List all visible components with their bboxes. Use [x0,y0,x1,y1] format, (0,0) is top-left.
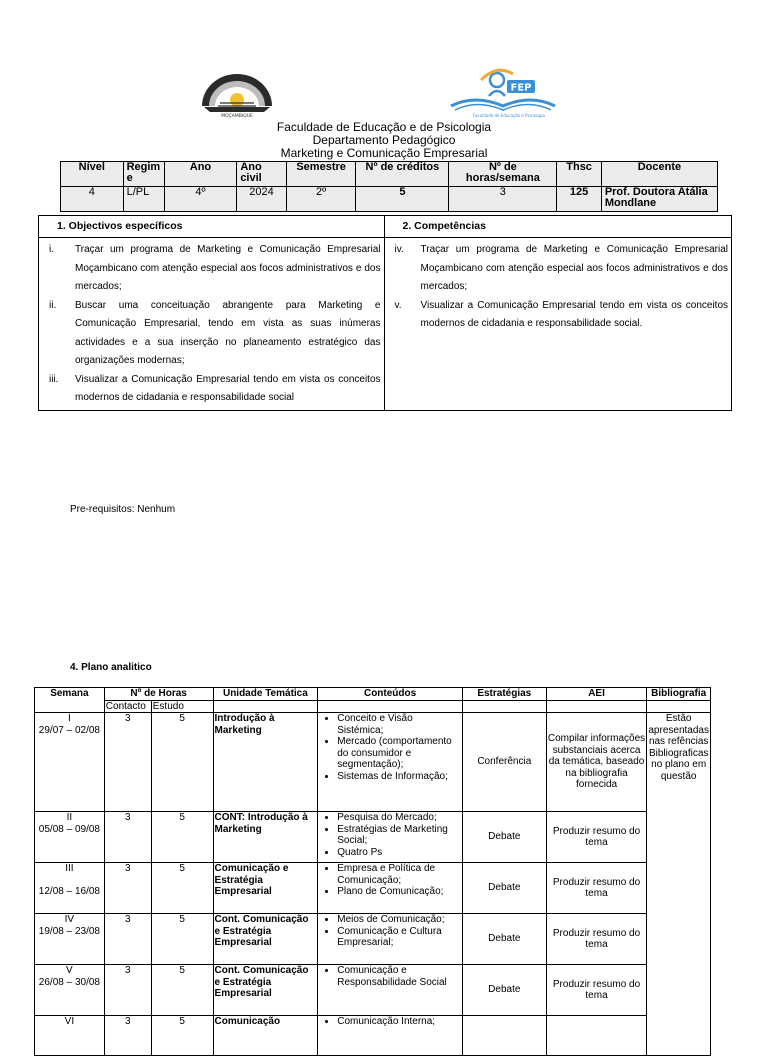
department-name: Departamento Pedagógico [312,133,456,147]
col-horas-semana: Nº de horas/semana [449,162,557,187]
info-header-row [61,162,718,187]
list-item: • Mercado (comportamento do consumidor e segmentação); [337,736,461,771]
list-item: • Sistemas de Informação; [337,771,461,783]
hours-estudo: 5 [151,1016,213,1056]
course-info-table [60,161,718,212]
plan-subheader-row [35,700,711,713]
university-seal-logo [198,70,276,118]
table-row [35,914,711,965]
list-item: • Comunicação e Responsabilidade Social [337,965,461,988]
list-item: • Conceito e Visão Sistémica; [337,713,461,736]
week-number: V [66,965,73,976]
hours-estudo: 5 [151,914,213,965]
col-aei: AEI [546,688,647,701]
unit-title: Comunicação [213,1016,318,1056]
hours-contacto: 3 [104,914,151,965]
list-item: • Quatro Ps [337,847,461,859]
week-dates: 12/08 – 16/08 [38,885,100,897]
fep-logo [445,66,561,118]
table-row [35,965,711,1016]
aei-text: Produzir resumo do tema [546,863,647,914]
col-creditos: Nº de créditos [356,162,449,187]
unit-title: Comunicação e Estratégia Empresarial [213,863,318,914]
list-item: i. Traçar um programa de Marketing e Comunicação Empresarial Moçambicano com atenção especial aos focos administrativos e dos mercados; [49,244,381,292]
list-item: v. Visualizar a Comunicação Empresarial tendo em vista os conceitos modernos de cidadania e responsabilidade social. [394,299,728,329]
course-name: Marketing e Comunicação Empresarial [280,146,488,160]
strategy: Debate [462,812,546,863]
col-conteudos: Conteúdos [318,688,463,701]
unit-title: Introdução à Marketing [213,713,318,812]
list-item: iii. Visualizar a Comunicação Empresarial tendo em vista os conceitos modernos de cidadania e responsabilidade social [49,373,381,403]
table-row [35,713,711,812]
hours-contacto: 3 [104,1016,151,1056]
prerequisites-text: Pre-requisitos: Nenhum [70,504,176,515]
aei-text: Produzir resumo do tema [546,812,647,863]
week-number: II [66,812,73,823]
strategy: Conferência [462,713,546,812]
week-dates: 05/08 – 09/08 [38,823,100,835]
val-horas-semana: 3 [449,187,557,212]
col-bibliografia: Bibliografia [647,688,711,701]
fep-logo-text: FEP [510,82,532,94]
week-number: III [65,863,74,874]
col-contacto: Contacto [104,700,151,713]
hours-contacto: 3 [104,863,151,914]
strategy: Debate [462,914,546,965]
hours-estudo: 5 [151,863,213,914]
hours-contacto: 3 [104,812,151,863]
unit-title: Cont. Comunicação e Estratégia Empresarial [213,965,318,1016]
hours-contacto: 3 [104,713,151,812]
list-item: • Estratégias de Marketing Social; [337,824,461,847]
week-dates: 19/08 – 23/08 [38,925,100,937]
col-ano: Ano [164,162,237,187]
competences-title: 2. Competências [384,216,732,238]
col-regime: Regim e [123,162,164,187]
list-item: • Plano de Comunicação; [337,886,461,898]
plan-header-row [35,688,711,701]
info-values-row [61,187,718,212]
col-semana: Semana [35,688,105,713]
list-item: • Comunicação e Cultura Empresarial; [337,926,461,949]
document-header [0,121,768,160]
contents-cell [318,965,463,1016]
val-nivel: 4 [61,187,124,212]
val-thsc: 125 [557,187,601,212]
val-regime: L/PL [123,187,164,212]
unit-title: Cont. Comunicação e Estratégia Empresarial [213,914,318,965]
objectives-list [39,241,384,408]
table-row [35,1016,711,1056]
strategy: Debate [462,965,546,1016]
fep-logo-subtitle: Faculdade de Educação e Psicologia [473,113,545,118]
hours-contacto: 3 [104,965,151,1016]
aei-text [546,1016,647,1056]
week-dates: 26/08 – 30/08 [38,976,100,988]
competences-cell [384,238,732,411]
col-ano-civil: Ano civil [237,162,286,187]
table-row [35,812,711,863]
week-number: I [68,713,71,724]
col-thsc: Thsc [557,162,601,187]
hours-estudo: 5 [151,812,213,863]
val-docente: Prof. Doutora Atália Mondlane [601,187,717,212]
col-estrategias: Estratégias [462,688,546,701]
list-item: • Meios de Comunicação; [337,914,461,926]
list-item: • Pesquisa do Mercado; [337,812,461,824]
week-number: IV [64,914,75,925]
contents-cell [318,812,463,863]
strategy: Debate [462,863,546,914]
hours-estudo: 5 [151,965,213,1016]
table-row [35,863,711,914]
aei-text: Compilar informações substanciais acerca da temática, baseado na bibliografia fornecida [546,713,647,812]
strategy [462,1016,546,1056]
list-item: • Comunicação Interna; [337,1016,461,1028]
val-semestre: 2º [286,187,356,212]
val-ano: 4º [164,187,237,212]
contents-cell [318,914,463,965]
competences-list [385,241,732,334]
plan-title: 4. Plano analitico [70,662,152,673]
hours-estudo: 5 [151,713,213,812]
contents-cell [318,713,463,812]
col-horas: Nº de Horas [104,688,213,701]
objectives-table [38,215,732,411]
col-unidade: Unidade Temática [213,688,318,701]
week-number: VI [64,1016,75,1027]
plan-table [34,687,711,1056]
unit-title: CONT: Introdução à Marketing [213,812,318,863]
col-nivel: Nível [61,162,124,187]
objectives-title: 1. Objectivos específicos [39,216,385,238]
faculty-name: Faculdade de Educação e de Psicologia [276,120,492,134]
contents-cell [318,863,463,914]
week-dates: 29/07 – 02/08 [38,724,100,736]
list-item: • Empresa e Política de Comunicação; [337,863,461,886]
bibliografia-cell: Estão apresentadas nas refências Bibliograficas no plano em questão [647,713,711,1056]
col-estudo: Estudo [151,700,213,713]
list-item: iv. Traçar um programa de Marketing e Comunicação Empresarial Moçambicano com atenção especial aos focos administrativos e dos mercados; [394,244,728,292]
contents-cell [318,1016,463,1056]
aei-text: Produzir resumo do tema [546,965,647,1016]
list-item: ii. Buscar uma conceituação abrangente para Marketing e Comunicação Empresarial, tendo em vista as suas inúmeras actividades e a sua inserção no planeamento estratégico das organizações modernas; [49,299,381,366]
val-ano-civil: 2024 [237,187,286,212]
aei-text: Produzir resumo do tema [546,914,647,965]
val-creditos: 5 [356,187,449,212]
seal-text: MOÇAMBIQUE [221,114,253,118]
col-semestre: Semestre [286,162,356,187]
objectives-cell [39,238,385,411]
col-docente: Docente [601,162,717,187]
